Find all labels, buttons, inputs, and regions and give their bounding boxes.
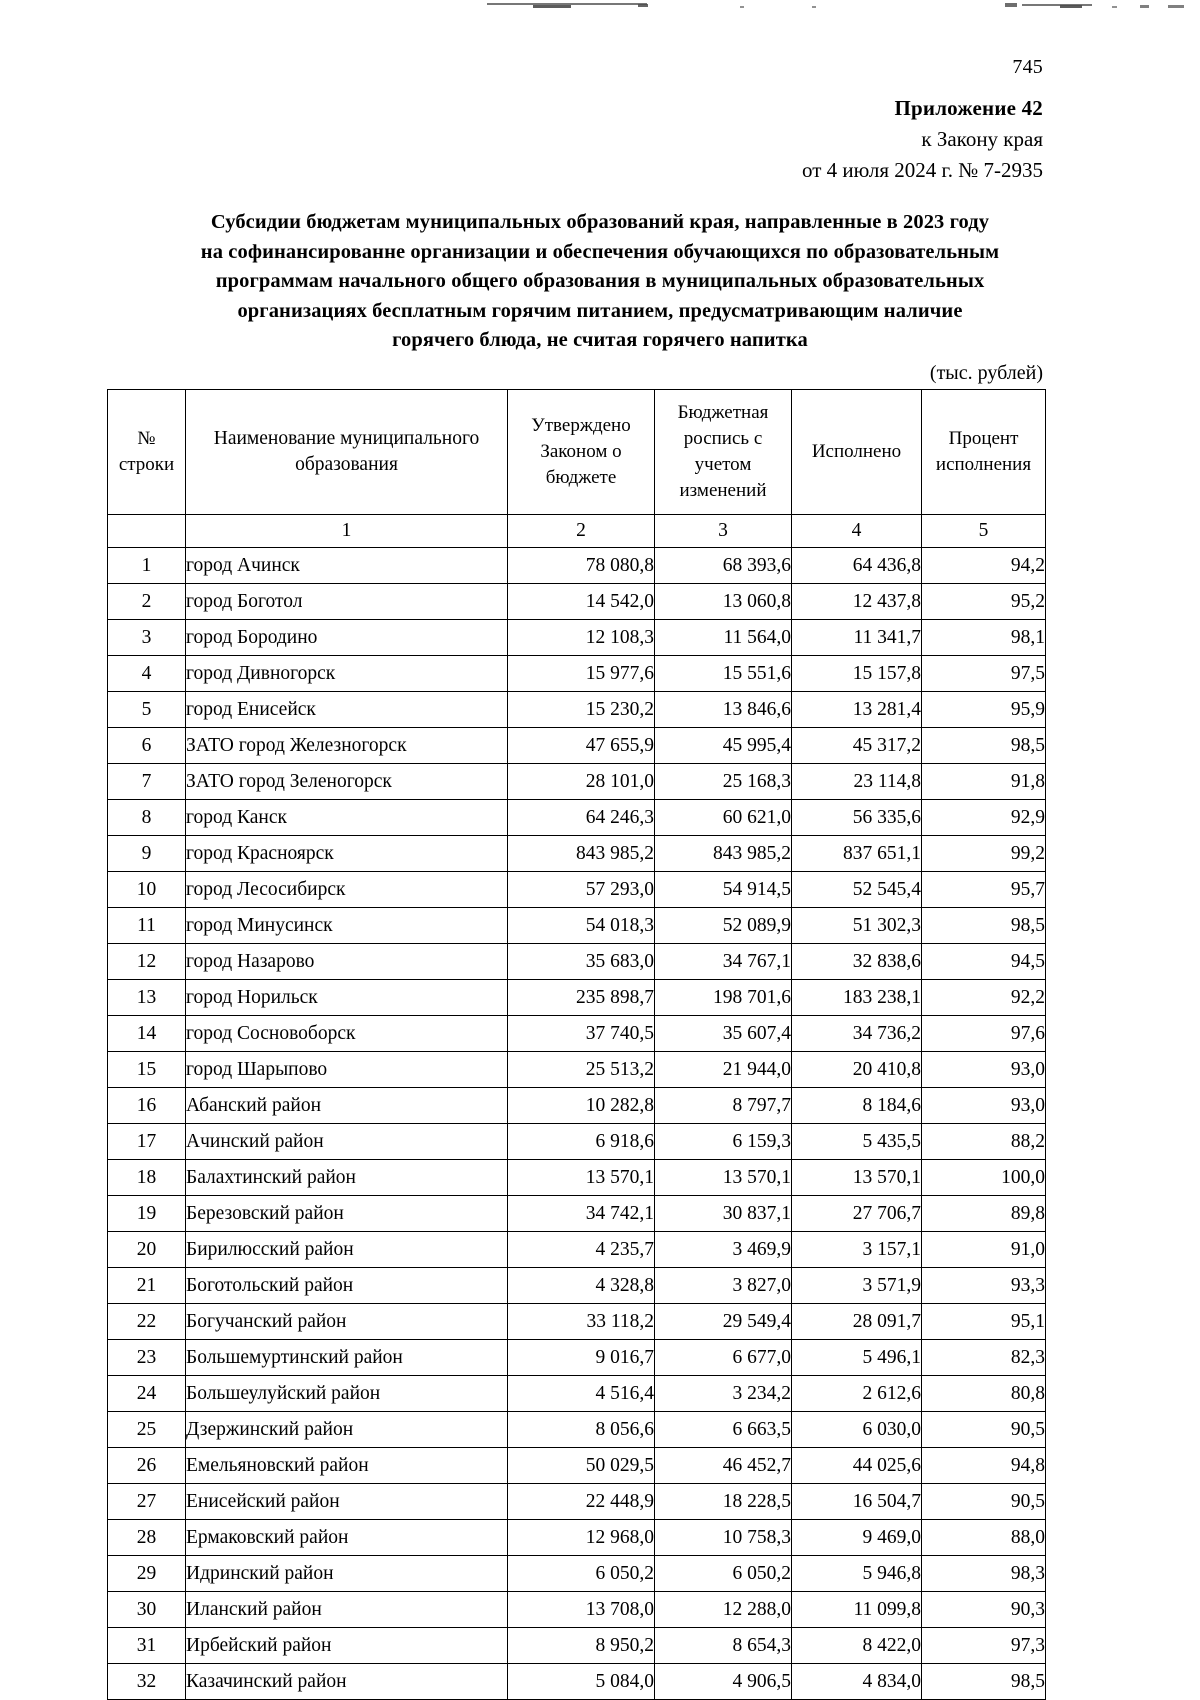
cell-approved-amount: 13 570,1 [508, 1160, 655, 1196]
cell-municipality-name: Енисейский район [186, 1484, 508, 1520]
cell-revised-amount: 13 846,6 [655, 692, 792, 728]
cell-row-number: 28 [108, 1520, 186, 1556]
cell-row-number: 19 [108, 1196, 186, 1232]
cell-percent-executed: 97,5 [922, 656, 1046, 692]
table-row [108, 1052, 1046, 1088]
table-row [108, 1088, 1046, 1124]
column-header-approved-line1: Утверждено [531, 415, 631, 436]
cell-row-number: 5 [108, 692, 186, 728]
units-note: (тыс. рублей) [929, 362, 1043, 384]
table-row [108, 728, 1046, 764]
table-row [108, 656, 1046, 692]
cell-executed-amount: 8 422,0 [792, 1628, 922, 1664]
cell-municipality-name: город Дивногорск [186, 656, 508, 692]
cell-approved-amount: 9 016,7 [508, 1340, 655, 1376]
cell-percent-executed: 97,3 [922, 1628, 1046, 1664]
cell-percent-executed: 92,2 [922, 980, 1046, 1016]
cell-row-number: 27 [108, 1484, 186, 1520]
cell-row-number: 20 [108, 1232, 186, 1268]
cell-row-number: 22 [108, 1304, 186, 1340]
cell-executed-amount: 2 612,6 [792, 1376, 922, 1412]
cell-municipality-name: Ермаковский район [186, 1520, 508, 1556]
cell-row-number: 8 [108, 800, 186, 836]
cell-percent-executed: 82,3 [922, 1340, 1046, 1376]
cell-executed-amount: 11 341,7 [792, 620, 922, 656]
table-row [108, 1016, 1046, 1052]
cell-approved-amount: 10 282,8 [508, 1088, 655, 1124]
cell-approved-amount: 6 918,6 [508, 1124, 655, 1160]
table-body [108, 548, 1046, 1700]
cell-municipality-name: ЗАТО город Зеленогорск [186, 764, 508, 800]
document-title-line-1: Субсидии бюджетам муниципальных образований края, направленные в 2023 году [210, 211, 990, 233]
cell-percent-executed: 91,8 [922, 764, 1046, 800]
column-header-municipality-line2: образования [295, 454, 398, 475]
cell-approved-amount: 14 542,0 [508, 584, 655, 620]
cell-revised-amount: 21 944,0 [655, 1052, 792, 1088]
cell-revised-amount: 15 551,6 [655, 656, 792, 692]
cell-revised-amount: 34 767,1 [655, 944, 792, 980]
cell-revised-amount: 3 469,9 [655, 1232, 792, 1268]
cell-municipality-name: Емельяновский район [186, 1448, 508, 1484]
table-row [108, 1304, 1046, 1340]
column-header-percent [922, 390, 1046, 515]
page-number: 745 [1012, 56, 1043, 78]
cell-row-number: 18 [108, 1160, 186, 1196]
cell-executed-amount: 28 091,7 [792, 1304, 922, 1340]
cell-row-number: 30 [108, 1592, 186, 1628]
column-number-row [108, 515, 1046, 548]
cell-executed-amount: 11 099,8 [792, 1592, 922, 1628]
cell-approved-amount: 12 968,0 [508, 1520, 655, 1556]
cell-revised-amount: 8 797,7 [655, 1088, 792, 1124]
cell-row-number: 11 [108, 908, 186, 944]
cell-revised-amount: 18 228,5 [655, 1484, 792, 1520]
cell-approved-amount: 28 101,0 [508, 764, 655, 800]
cell-percent-executed: 98,5 [922, 728, 1046, 764]
cell-revised-amount: 11 564,0 [655, 620, 792, 656]
cell-approved-amount: 34 742,1 [508, 1196, 655, 1232]
table-row [108, 980, 1046, 1016]
cell-executed-amount: 183 238,1 [792, 980, 922, 1016]
column-header-percent-line1: Процент [948, 428, 1019, 449]
cell-approved-amount: 15 977,6 [508, 656, 655, 692]
table-row [108, 1664, 1046, 1700]
column-header-approved [508, 390, 655, 515]
column-header-budget-schedule [655, 390, 792, 515]
cell-percent-executed: 98,5 [922, 1664, 1046, 1700]
cell-revised-amount: 60 621,0 [655, 800, 792, 836]
cell-row-number: 6 [108, 728, 186, 764]
appendix-reference-block [0, 93, 1043, 186]
column-number-1: 1 [186, 515, 508, 548]
cell-executed-amount: 13 570,1 [792, 1160, 922, 1196]
column-number-2: 2 [508, 515, 655, 548]
cell-executed-amount: 44 025,6 [792, 1448, 922, 1484]
cell-approved-amount: 50 029,5 [508, 1448, 655, 1484]
table-row [108, 584, 1046, 620]
cell-revised-amount: 52 089,9 [655, 908, 792, 944]
column-header-approved-line2: Законом о [540, 441, 622, 462]
cell-executed-amount: 51 302,3 [792, 908, 922, 944]
cell-percent-executed: 89,8 [922, 1196, 1046, 1232]
table-row [108, 1268, 1046, 1304]
cell-revised-amount: 12 288,0 [655, 1592, 792, 1628]
cell-approved-amount: 843 985,2 [508, 836, 655, 872]
cell-revised-amount: 25 168,3 [655, 764, 792, 800]
column-header-executed-line1: Исполнено [811, 441, 902, 462]
cell-revised-amount: 843 985,2 [655, 836, 792, 872]
cell-municipality-name: Абанский район [186, 1088, 508, 1124]
table-header-row [108, 390, 1046, 515]
column-header-municipality-line1: Наименование муниципального [213, 428, 480, 449]
cell-executed-amount: 5 435,5 [792, 1124, 922, 1160]
column-header-budget-schedule-line4: изменений [679, 480, 767, 501]
column-header-budget-schedule-line2: роспись с [683, 428, 763, 449]
cell-approved-amount: 15 230,2 [508, 692, 655, 728]
cell-municipality-name: Дзержинский район [186, 1412, 508, 1448]
cell-percent-executed: 92,9 [922, 800, 1046, 836]
cell-percent-executed: 95,9 [922, 692, 1046, 728]
cell-executed-amount: 45 317,2 [792, 728, 922, 764]
cell-municipality-name: Большемуртинский район [186, 1340, 508, 1376]
cell-approved-amount: 8 950,2 [508, 1628, 655, 1664]
appendix-law-date-line: от 4 июля 2024 г. № 7-2935 [802, 158, 1043, 182]
cell-revised-amount: 68 393,6 [655, 548, 792, 584]
cell-municipality-name: город Енисейск [186, 692, 508, 728]
cell-executed-amount: 15 157,8 [792, 656, 922, 692]
document-title-line-5: горячего блюда, не считая горячего напитка [392, 329, 808, 351]
cell-row-number: 29 [108, 1556, 186, 1592]
cell-revised-amount: 3 827,0 [655, 1268, 792, 1304]
cell-percent-executed: 98,1 [922, 620, 1046, 656]
cell-row-number: 2 [108, 584, 186, 620]
table-row [108, 764, 1046, 800]
cell-row-number: 12 [108, 944, 186, 980]
table-row [108, 1124, 1046, 1160]
cell-row-number: 25 [108, 1412, 186, 1448]
cell-revised-amount: 3 234,2 [655, 1376, 792, 1412]
cell-percent-executed: 90,3 [922, 1592, 1046, 1628]
cell-municipality-name: Балахтинский район [186, 1160, 508, 1196]
cell-revised-amount: 198 701,6 [655, 980, 792, 1016]
table-row [108, 1556, 1046, 1592]
appendix-law-line: к Закону края [921, 127, 1043, 151]
cell-municipality-name: город Ачинск [186, 548, 508, 584]
cell-executed-amount: 4 834,0 [792, 1664, 922, 1700]
cell-municipality-name: Боготольский район [186, 1268, 508, 1304]
table-row [108, 1520, 1046, 1556]
cell-row-number: 16 [108, 1088, 186, 1124]
cell-executed-amount: 64 436,8 [792, 548, 922, 584]
cell-revised-amount: 6 159,3 [655, 1124, 792, 1160]
column-number-4: 4 [792, 515, 922, 548]
cell-percent-executed: 99,2 [922, 836, 1046, 872]
table-row [108, 1232, 1046, 1268]
cell-executed-amount: 9 469,0 [792, 1520, 922, 1556]
subsidies-table [107, 389, 1046, 1700]
cell-municipality-name: город Назарово [186, 944, 508, 980]
cell-row-number: 4 [108, 656, 186, 692]
cell-approved-amount: 54 018,3 [508, 908, 655, 944]
cell-revised-amount: 13 060,8 [655, 584, 792, 620]
cell-row-number: 9 [108, 836, 186, 872]
cell-revised-amount: 54 914,5 [655, 872, 792, 908]
cell-percent-executed: 93,0 [922, 1088, 1046, 1124]
cell-municipality-name: Ачинский район [186, 1124, 508, 1160]
cell-percent-executed: 94,2 [922, 548, 1046, 584]
cell-executed-amount: 5 946,8 [792, 1556, 922, 1592]
document-title-line-2: на софинансированне организации и обеспечения обучающихся по образовательным [200, 240, 1000, 263]
cell-percent-executed: 91,0 [922, 1232, 1046, 1268]
table-row [108, 1592, 1046, 1628]
table-row [108, 836, 1046, 872]
cell-row-number: 14 [108, 1016, 186, 1052]
cell-approved-amount: 78 080,8 [508, 548, 655, 584]
cell-executed-amount: 20 410,8 [792, 1052, 922, 1088]
cell-executed-amount: 32 838,6 [792, 944, 922, 980]
cell-row-number: 1 [108, 548, 186, 584]
cell-revised-amount: 29 549,4 [655, 1304, 792, 1340]
cell-percent-executed: 98,3 [922, 1556, 1046, 1592]
cell-row-number: 13 [108, 980, 186, 1016]
column-number-3: 3 [655, 515, 792, 548]
cell-municipality-name: Богучанский район [186, 1304, 508, 1340]
table-header [108, 390, 1046, 548]
cell-municipality-name: Иланский район [186, 1592, 508, 1628]
cell-percent-executed: 93,0 [922, 1052, 1046, 1088]
cell-municipality-name: город Красноярск [186, 836, 508, 872]
column-header-row-number-line1: № [137, 428, 156, 449]
cell-percent-executed: 98,5 [922, 908, 1046, 944]
cell-executed-amount: 52 545,4 [792, 872, 922, 908]
document-title-line-3: программам начального общего образования в муниципальных образовательных [215, 270, 985, 292]
table-row [108, 800, 1046, 836]
cell-revised-amount: 4 906,5 [655, 1664, 792, 1700]
cell-row-number: 32 [108, 1664, 186, 1700]
cell-municipality-name: Бирилюсский район [186, 1232, 508, 1268]
cell-row-number: 23 [108, 1340, 186, 1376]
cell-row-number: 3 [108, 620, 186, 656]
table-row [108, 548, 1046, 584]
cell-revised-amount: 30 837,1 [655, 1196, 792, 1232]
cell-municipality-name: ЗАТО город Железногорск [186, 728, 508, 764]
cell-approved-amount: 37 740,5 [508, 1016, 655, 1052]
cell-percent-executed: 94,5 [922, 944, 1046, 980]
cell-percent-executed: 95,2 [922, 584, 1046, 620]
cell-municipality-name: город Шарыпово [186, 1052, 508, 1088]
cell-executed-amount: 3 157,1 [792, 1232, 922, 1268]
cell-executed-amount: 837 651,1 [792, 836, 922, 872]
cell-revised-amount: 10 758,3 [655, 1520, 792, 1556]
cell-approved-amount: 4 516,4 [508, 1376, 655, 1412]
cell-municipality-name: город Сосновоборск [186, 1016, 508, 1052]
table-row [108, 620, 1046, 656]
cell-municipality-name: город Боготол [186, 584, 508, 620]
cell-executed-amount: 5 496,1 [792, 1340, 922, 1376]
column-header-budget-schedule-line1: Бюджетная [677, 402, 769, 423]
document-title-line-4: организациях бесплатным горячим питанием, предусматривающим наличие [237, 299, 963, 322]
document-title [128, 208, 1072, 356]
cell-approved-amount: 47 655,9 [508, 728, 655, 764]
scan-artifact-marks [0, 0, 1200, 14]
cell-revised-amount: 6 677,0 [655, 1340, 792, 1376]
cell-approved-amount: 6 050,2 [508, 1556, 655, 1592]
cell-percent-executed: 93,3 [922, 1268, 1046, 1304]
cell-approved-amount: 22 448,9 [508, 1484, 655, 1520]
cell-row-number: 31 [108, 1628, 186, 1664]
table-row [108, 872, 1046, 908]
cell-municipality-name: Березовский район [186, 1196, 508, 1232]
column-header-budget-schedule-line3: учетом [694, 454, 752, 475]
cell-executed-amount: 27 706,7 [792, 1196, 922, 1232]
cell-percent-executed: 95,1 [922, 1304, 1046, 1340]
cell-municipality-name: Большеулуйский район [186, 1376, 508, 1412]
table-row [108, 1412, 1046, 1448]
cell-executed-amount: 8 184,6 [792, 1088, 922, 1124]
cell-percent-executed: 80,8 [922, 1376, 1046, 1412]
cell-percent-executed: 95,7 [922, 872, 1046, 908]
cell-row-number: 10 [108, 872, 186, 908]
table-row [108, 944, 1046, 980]
cell-revised-amount: 45 995,4 [655, 728, 792, 764]
cell-approved-amount: 235 898,7 [508, 980, 655, 1016]
column-header-row-number [108, 390, 186, 515]
cell-approved-amount: 25 513,2 [508, 1052, 655, 1088]
table-row [108, 1484, 1046, 1520]
cell-percent-executed: 88,2 [922, 1124, 1046, 1160]
cell-row-number: 24 [108, 1376, 186, 1412]
cell-municipality-name: Ирбейский район [186, 1628, 508, 1664]
cell-percent-executed: 100,0 [922, 1160, 1046, 1196]
cell-percent-executed: 90,5 [922, 1412, 1046, 1448]
cell-executed-amount: 56 335,6 [792, 800, 922, 836]
cell-approved-amount: 4 235,7 [508, 1232, 655, 1268]
cell-executed-amount: 12 437,8 [792, 584, 922, 620]
cell-approved-amount: 13 708,0 [508, 1592, 655, 1628]
cell-executed-amount: 13 281,4 [792, 692, 922, 728]
cell-row-number: 17 [108, 1124, 186, 1160]
column-number-0 [108, 515, 186, 548]
cell-revised-amount: 35 607,4 [655, 1016, 792, 1052]
cell-approved-amount: 12 108,3 [508, 620, 655, 656]
cell-percent-executed: 88,0 [922, 1520, 1046, 1556]
cell-approved-amount: 35 683,0 [508, 944, 655, 980]
cell-revised-amount: 13 570,1 [655, 1160, 792, 1196]
cell-approved-amount: 57 293,0 [508, 872, 655, 908]
column-header-approved-line3: бюджете [545, 467, 617, 488]
cell-percent-executed: 94,8 [922, 1448, 1046, 1484]
table-row [108, 1160, 1046, 1196]
cell-approved-amount: 8 056,6 [508, 1412, 655, 1448]
cell-row-number: 7 [108, 764, 186, 800]
table-row [108, 1340, 1046, 1376]
cell-revised-amount: 6 663,5 [655, 1412, 792, 1448]
cell-executed-amount: 3 571,9 [792, 1268, 922, 1304]
cell-municipality-name: город Канск [186, 800, 508, 836]
appendix-title: Приложение 42 [894, 96, 1043, 120]
column-number-5: 5 [922, 515, 1046, 548]
cell-row-number: 26 [108, 1448, 186, 1484]
cell-revised-amount: 46 452,7 [655, 1448, 792, 1484]
cell-approved-amount: 64 246,3 [508, 800, 655, 836]
cell-executed-amount: 23 114,8 [792, 764, 922, 800]
cell-approved-amount: 33 118,2 [508, 1304, 655, 1340]
cell-revised-amount: 8 654,3 [655, 1628, 792, 1664]
table-row [108, 1448, 1046, 1484]
column-header-percent-line2: исполнения [935, 454, 1032, 475]
cell-approved-amount: 5 084,0 [508, 1664, 655, 1700]
table-row [108, 908, 1046, 944]
column-header-executed [792, 390, 922, 515]
cell-municipality-name: город Норильск [186, 980, 508, 1016]
cell-approved-amount: 4 328,8 [508, 1268, 655, 1304]
column-header-row-number-line2: строки [118, 454, 175, 475]
table-row [108, 692, 1046, 728]
cell-municipality-name: город Минусинск [186, 908, 508, 944]
cell-row-number: 21 [108, 1268, 186, 1304]
table-row [108, 1628, 1046, 1664]
cell-executed-amount: 34 736,2 [792, 1016, 922, 1052]
cell-municipality-name: Казачинский район [186, 1664, 508, 1700]
column-header-municipality [186, 390, 508, 515]
cell-executed-amount: 6 030,0 [792, 1412, 922, 1448]
cell-revised-amount: 6 050,2 [655, 1556, 792, 1592]
cell-row-number: 15 [108, 1052, 186, 1088]
cell-municipality-name: город Лесосибирск [186, 872, 508, 908]
cell-percent-executed: 97,6 [922, 1016, 1046, 1052]
cell-executed-amount: 16 504,7 [792, 1484, 922, 1520]
subsidies-table-wrapper [107, 389, 1045, 1700]
cell-municipality-name: Идринский район [186, 1556, 508, 1592]
table-row [108, 1196, 1046, 1232]
table-row [108, 1376, 1046, 1412]
cell-municipality-name: город Бородино [186, 620, 508, 656]
cell-percent-executed: 90,5 [922, 1484, 1046, 1520]
